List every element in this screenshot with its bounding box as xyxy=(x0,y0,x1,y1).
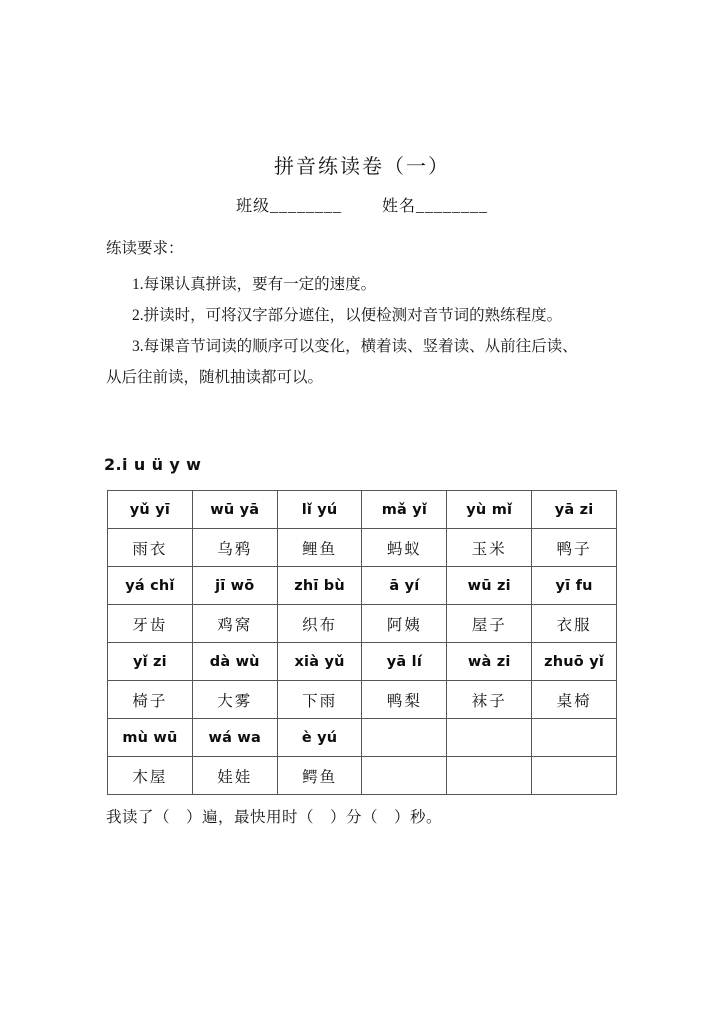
table-cell: 乌鸦 xyxy=(192,529,277,567)
table-cell-empty xyxy=(532,757,617,795)
section-heading: 2.i u ü y w xyxy=(104,455,202,474)
table-cell: mù wū xyxy=(108,719,193,757)
table-row xyxy=(108,567,617,605)
table-cell: 椅子 xyxy=(108,681,193,719)
table-cell: 雨衣 xyxy=(108,529,193,567)
table-cell: 鸡窝 xyxy=(192,605,277,643)
table-cell-empty xyxy=(447,757,532,795)
table-cell: 屋子 xyxy=(447,605,532,643)
table-row xyxy=(108,529,617,567)
table-cell: zhuō yǐ xyxy=(532,643,617,681)
table-cell: yī fu xyxy=(532,567,617,605)
table-cell: yá chǐ xyxy=(108,567,193,605)
table-cell: wà zi xyxy=(447,643,532,681)
table-cell: yǔ yī xyxy=(108,491,193,529)
table-cell: yǐ zi xyxy=(108,643,193,681)
table-cell: 鲤鱼 xyxy=(277,529,362,567)
table-cell: 鳄鱼 xyxy=(277,757,362,795)
table-cell: è yú xyxy=(277,719,362,757)
table-cell-empty xyxy=(362,719,447,757)
table-cell: 玉米 xyxy=(447,529,532,567)
table-row xyxy=(108,681,617,719)
table-cell: wū yā xyxy=(192,491,277,529)
table-cell: 娃娃 xyxy=(192,757,277,795)
table-cell: ā yí xyxy=(362,567,447,605)
table-cell: 下雨 xyxy=(277,681,362,719)
pinyin-word-table xyxy=(107,490,617,795)
table-cell: 蚂蚁 xyxy=(362,529,447,567)
table-cell: yā zi xyxy=(532,491,617,529)
table-row xyxy=(108,491,617,529)
table-cell: mǎ yǐ xyxy=(362,491,447,529)
reading-record-line: 我读了（ ）遍，最快用时（ ）分（ ）秒。 xyxy=(106,809,443,826)
table-cell-empty xyxy=(532,719,617,757)
table-cell: dà wù xyxy=(192,643,277,681)
instructions-heading: 练读要求： xyxy=(106,240,184,257)
table-cell: 鸭子 xyxy=(532,529,617,567)
table-cell-empty xyxy=(362,757,447,795)
table-cell: 牙齿 xyxy=(108,605,193,643)
table-cell: 鸭梨 xyxy=(362,681,447,719)
table-cell: zhī bù xyxy=(277,567,362,605)
table-cell: 织布 xyxy=(277,605,362,643)
table-cell: wū zi xyxy=(447,567,532,605)
table-row xyxy=(108,643,617,681)
table-row xyxy=(108,719,617,757)
table-cell: yù mǐ xyxy=(447,491,532,529)
table-cell: jī wō xyxy=(192,567,277,605)
table-cell: 袜子 xyxy=(447,681,532,719)
table-cell: wá wa xyxy=(192,719,277,757)
table-cell: 大雾 xyxy=(192,681,277,719)
instruction-item-2: 2.拼读时，可将汉字部分遮住，以便检测对音节词的熟练程度。 xyxy=(132,307,563,324)
table-cell: lǐ yú xyxy=(277,491,362,529)
table-row xyxy=(108,605,617,643)
table-cell: 桌椅 xyxy=(532,681,617,719)
instructions-block xyxy=(106,233,626,393)
table-cell-empty xyxy=(447,719,532,757)
table-cell: yā lí xyxy=(362,643,447,681)
table-cell: xià yǔ xyxy=(277,643,362,681)
instruction-item-3: 3.每课音节词读的顺序可以变化，横着读、竖着读、从前往后读、 xyxy=(132,338,578,355)
table-cell: 衣服 xyxy=(532,605,617,643)
table-cell: 阿姨 xyxy=(362,605,447,643)
instruction-item-1: 1.每课认真拼读，要有一定的速度。 xyxy=(132,276,377,293)
student-info-line: 班级________ 姓名________ xyxy=(235,198,488,215)
table-row xyxy=(108,757,617,795)
instruction-item-3-continued: 从后往前读，随机抽读都可以。 xyxy=(106,369,324,386)
page-title: 拼音练读卷（一） xyxy=(274,156,450,178)
table-cell: 木屋 xyxy=(108,757,193,795)
